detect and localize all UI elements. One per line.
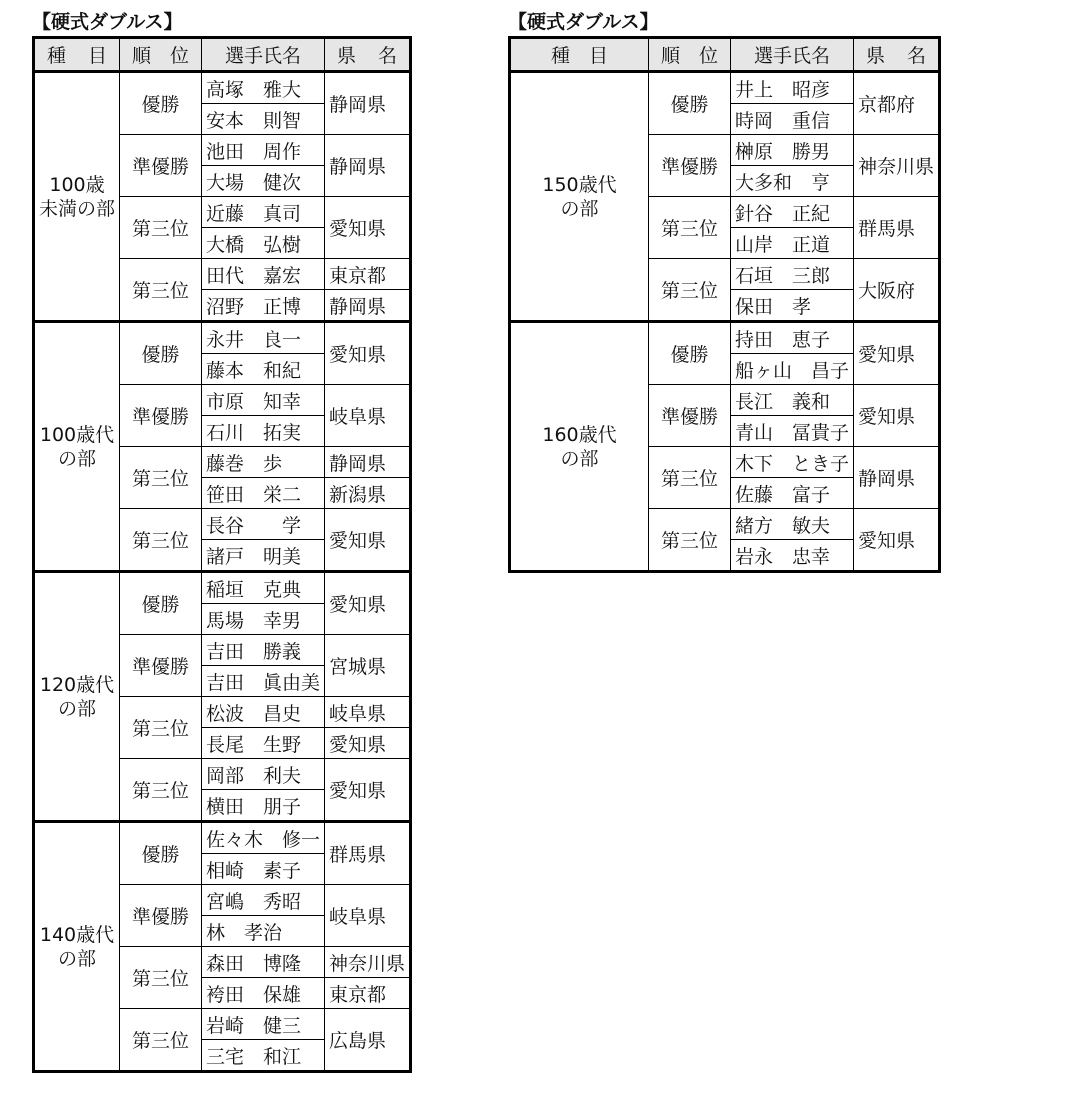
rank-cell: 第三位 bbox=[120, 197, 202, 259]
table-row bbox=[34, 822, 411, 854]
category-cell bbox=[34, 322, 120, 572]
player-name-cell: 稲垣 克典 bbox=[202, 572, 325, 604]
prefecture-cell: 愛知県 bbox=[854, 322, 940, 385]
section-title: 【硬式ダブルス】 bbox=[32, 11, 183, 33]
prefecture-cell: 大阪府 bbox=[854, 259, 940, 322]
header-category: 種 目 bbox=[34, 38, 120, 72]
player-name-cell: 宮嶋 秀昭 bbox=[202, 885, 325, 916]
player-name-cell: 横田 朋子 bbox=[202, 790, 325, 822]
player-name-cell: 吉田 勝義 bbox=[202, 635, 325, 666]
rank-cell: 第三位 bbox=[120, 759, 202, 822]
player-name-cell: 近藤 真司 bbox=[202, 197, 325, 228]
category-label: の部 bbox=[560, 197, 599, 220]
prefecture-cell: 東京都 bbox=[325, 978, 411, 1009]
prefecture-cell: 愛知県 bbox=[325, 322, 411, 385]
prefecture-cell: 静岡県 bbox=[325, 135, 411, 197]
table-row bbox=[510, 322, 940, 354]
player-name-cell: 林 孝治 bbox=[202, 916, 325, 947]
prefecture-cell: 東京都 bbox=[325, 259, 411, 290]
player-name-cell: 馬場 幸男 bbox=[202, 604, 325, 635]
player-name-cell: 佐藤 富子 bbox=[731, 478, 854, 509]
table-row bbox=[34, 72, 411, 104]
header-rank: 順 位 bbox=[649, 38, 731, 72]
category-label: 120歳代 bbox=[39, 673, 115, 696]
rank-cell: 第三位 bbox=[120, 947, 202, 1009]
player-name-cell: 長尾 生野 bbox=[202, 728, 325, 759]
category-label: 150歳代 bbox=[542, 173, 617, 196]
player-name-cell: 緒方 敏夫 bbox=[731, 509, 854, 540]
prefecture-cell: 愛知県 bbox=[325, 509, 411, 572]
category-label: の部 bbox=[560, 447, 599, 470]
rank-cell: 第三位 bbox=[120, 509, 202, 572]
prefecture-cell: 愛知県 bbox=[325, 197, 411, 259]
player-name-cell: 長江 義和 bbox=[731, 385, 854, 416]
player-name-cell: 藤本 和紀 bbox=[202, 354, 325, 385]
player-name-cell: 大橋 弘樹 bbox=[202, 228, 325, 259]
prefecture-cell: 神奈川県 bbox=[854, 135, 940, 197]
rank-cell: 準優勝 bbox=[649, 135, 731, 197]
section-title: 【硬式ダブルス】 bbox=[508, 11, 659, 33]
rank-cell: 準優勝 bbox=[120, 385, 202, 447]
category-label: 100歳代 bbox=[39, 423, 115, 446]
rank-cell: 優勝 bbox=[120, 822, 202, 885]
table-row bbox=[510, 72, 940, 104]
player-name-cell: 持田 恵子 bbox=[731, 322, 854, 354]
prefecture-cell: 岐阜県 bbox=[325, 385, 411, 447]
category-label: 未満の部 bbox=[39, 197, 116, 220]
prefecture-cell: 静岡県 bbox=[325, 447, 411, 478]
player-name-cell: 石川 拓実 bbox=[202, 416, 325, 447]
category-label: 140歳代 bbox=[39, 923, 115, 946]
results-table-left bbox=[32, 36, 412, 1073]
player-name-cell: 山岸 正道 bbox=[731, 228, 854, 259]
prefecture-cell: 岐阜県 bbox=[325, 697, 411, 728]
rank-cell: 優勝 bbox=[120, 572, 202, 635]
player-name-cell: 青山 冨貴子 bbox=[731, 416, 854, 447]
player-name-cell: 岩永 忠幸 bbox=[731, 540, 854, 572]
player-name-cell: 田代 嘉宏 bbox=[202, 259, 325, 290]
prefecture-cell: 広島県 bbox=[325, 1009, 411, 1072]
player-name-cell: 佐々木 修一 bbox=[202, 822, 325, 854]
player-name-cell: 吉田 眞由美 bbox=[202, 666, 325, 697]
player-name-cell: 松波 昌史 bbox=[202, 697, 325, 728]
rank-cell: 第三位 bbox=[120, 1009, 202, 1072]
prefecture-cell: 静岡県 bbox=[325, 72, 411, 135]
player-name-cell: 相崎 素子 bbox=[202, 854, 325, 885]
player-name-cell: 三宅 和江 bbox=[202, 1040, 325, 1072]
player-name-cell: 池田 周作 bbox=[202, 135, 325, 166]
prefecture-cell: 愛知県 bbox=[854, 509, 940, 572]
player-name-cell: 高塚 雅大 bbox=[202, 72, 325, 104]
prefecture-cell: 神奈川県 bbox=[325, 947, 411, 978]
rank-cell: 準優勝 bbox=[120, 135, 202, 197]
rank-cell: 優勝 bbox=[649, 72, 731, 135]
category-cell bbox=[34, 822, 120, 1072]
player-name-cell: 針谷 正紀 bbox=[731, 197, 854, 228]
player-name-cell: 大場 健次 bbox=[202, 166, 325, 197]
category-label: の部 bbox=[58, 947, 97, 970]
player-name-cell: 岡部 利夫 bbox=[202, 759, 325, 790]
player-name-cell: 森田 博隆 bbox=[202, 947, 325, 978]
rank-cell: 準優勝 bbox=[120, 885, 202, 947]
rank-cell: 第三位 bbox=[649, 509, 731, 572]
rank-cell: 準優勝 bbox=[120, 635, 202, 697]
rank-cell: 優勝 bbox=[120, 72, 202, 135]
category-cell bbox=[510, 72, 649, 322]
prefecture-cell: 静岡県 bbox=[854, 447, 940, 509]
header-players: 選手氏名 bbox=[731, 38, 854, 72]
player-name-cell: 石垣 三郎 bbox=[731, 259, 854, 290]
player-name-cell: 長谷 学 bbox=[202, 509, 325, 540]
player-name-cell: 笹田 栄二 bbox=[202, 478, 325, 509]
rank-cell: 第三位 bbox=[120, 697, 202, 759]
player-name-cell: 時岡 重信 bbox=[731, 104, 854, 135]
prefecture-cell: 愛知県 bbox=[325, 572, 411, 635]
results-table-right bbox=[508, 36, 941, 573]
player-name-cell: 藤巻 歩 bbox=[202, 447, 325, 478]
prefecture-cell: 愛知県 bbox=[325, 759, 411, 822]
table-row bbox=[34, 322, 411, 354]
player-name-cell: 袴田 保雄 bbox=[202, 978, 325, 1009]
category-label: 100歳 bbox=[49, 173, 105, 196]
player-name-cell: 保田 孝 bbox=[731, 290, 854, 322]
rank-cell: 優勝 bbox=[120, 322, 202, 385]
player-name-cell: 井上 昭彦 bbox=[731, 72, 854, 104]
prefecture-cell: 愛知県 bbox=[325, 728, 411, 759]
player-name-cell: 木下 とき子 bbox=[731, 447, 854, 478]
rank-cell: 第三位 bbox=[649, 197, 731, 259]
header-row bbox=[34, 38, 411, 72]
prefecture-cell: 静岡県 bbox=[325, 290, 411, 322]
prefecture-cell: 宮城県 bbox=[325, 635, 411, 697]
rank-cell: 第三位 bbox=[120, 259, 202, 322]
category-cell bbox=[510, 322, 649, 572]
player-name-cell: 永井 良一 bbox=[202, 322, 325, 354]
prefecture-cell: 新潟県 bbox=[325, 478, 411, 509]
header-category: 種 目 bbox=[510, 38, 649, 72]
player-name-cell: 大多和 亨 bbox=[731, 166, 854, 197]
header-prefecture: 県 名 bbox=[854, 38, 940, 72]
player-name-cell: 市原 知幸 bbox=[202, 385, 325, 416]
category-label: の部 bbox=[58, 697, 97, 720]
player-name-cell: 沼野 正博 bbox=[202, 290, 325, 322]
table-row bbox=[34, 572, 411, 604]
rank-cell: 第三位 bbox=[120, 447, 202, 509]
rank-cell: 第三位 bbox=[649, 447, 731, 509]
rank-cell: 優勝 bbox=[649, 322, 731, 385]
category-label: 160歳代 bbox=[542, 423, 617, 446]
player-name-cell: 安本 則智 bbox=[202, 104, 325, 135]
player-name-cell: 榊原 勝男 bbox=[731, 135, 854, 166]
player-name-cell: 船ヶ山 昌子 bbox=[731, 354, 854, 385]
rank-cell: 第三位 bbox=[649, 259, 731, 322]
prefecture-cell: 京都府 bbox=[854, 72, 940, 135]
player-name-cell: 諸戸 明美 bbox=[202, 540, 325, 572]
header-rank: 順 位 bbox=[120, 38, 202, 72]
category-cell bbox=[34, 572, 120, 822]
header-row bbox=[510, 38, 940, 72]
category-cell bbox=[34, 72, 120, 322]
prefecture-cell: 群馬県 bbox=[325, 822, 411, 885]
player-name-cell: 岩崎 健三 bbox=[202, 1009, 325, 1040]
prefecture-cell: 岐阜県 bbox=[325, 885, 411, 947]
rank-cell: 準優勝 bbox=[649, 385, 731, 447]
prefecture-cell: 愛知県 bbox=[854, 385, 940, 447]
header-players: 選手氏名 bbox=[202, 38, 325, 72]
category-label: の部 bbox=[58, 447, 97, 470]
header-prefecture: 県 名 bbox=[325, 38, 411, 72]
prefecture-cell: 群馬県 bbox=[854, 197, 940, 259]
